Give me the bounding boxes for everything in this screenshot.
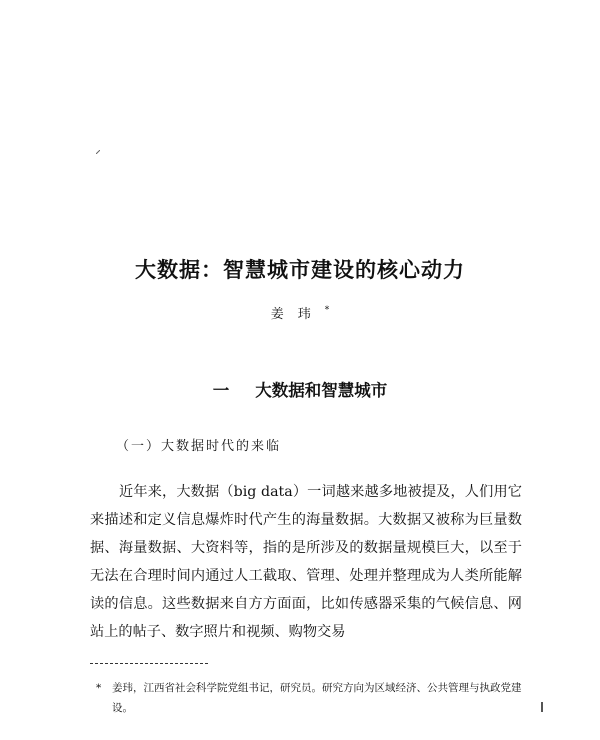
stray-mark xyxy=(96,150,100,154)
footnote-marker: * xyxy=(96,682,102,694)
footnote-text: 姜玮，江西省社会科学院党组书记，研究员。研究方向为区域经济、公共管理与执政党建设。 xyxy=(112,682,522,714)
article-title: 大数据：智慧城市建设的核心动力 xyxy=(135,257,465,282)
section-title: 大数据和智慧城市 xyxy=(255,381,388,400)
author-name: 姜玮 xyxy=(270,307,325,322)
edge-mark xyxy=(541,702,543,712)
section-number: 一 xyxy=(212,381,230,400)
section-heading xyxy=(0,377,600,401)
footnote-divider xyxy=(90,663,208,664)
subsection-heading: （一）大数据时代的来临 xyxy=(116,439,282,454)
footnote xyxy=(96,678,524,718)
author-footnote-mark: * xyxy=(324,305,330,316)
body-paragraph: 近年来，大数据（big data）一词越来越多地被提及，人们用它来描述和定义信息爆炸时代产生的海量数据。大数据又被称为巨量数据、海量数据、大资料等，指的是所涉及的数据量规模巨大，以至于无法在合理时间内通过人工截取、管理、处理并整理成为人类所能解读的信息。这些数据来自方方面面，比如传感器采集的气候信息、网站上的帖子、数字照片和视频、购物交易 xyxy=(90,484,522,640)
author-line xyxy=(0,303,600,322)
